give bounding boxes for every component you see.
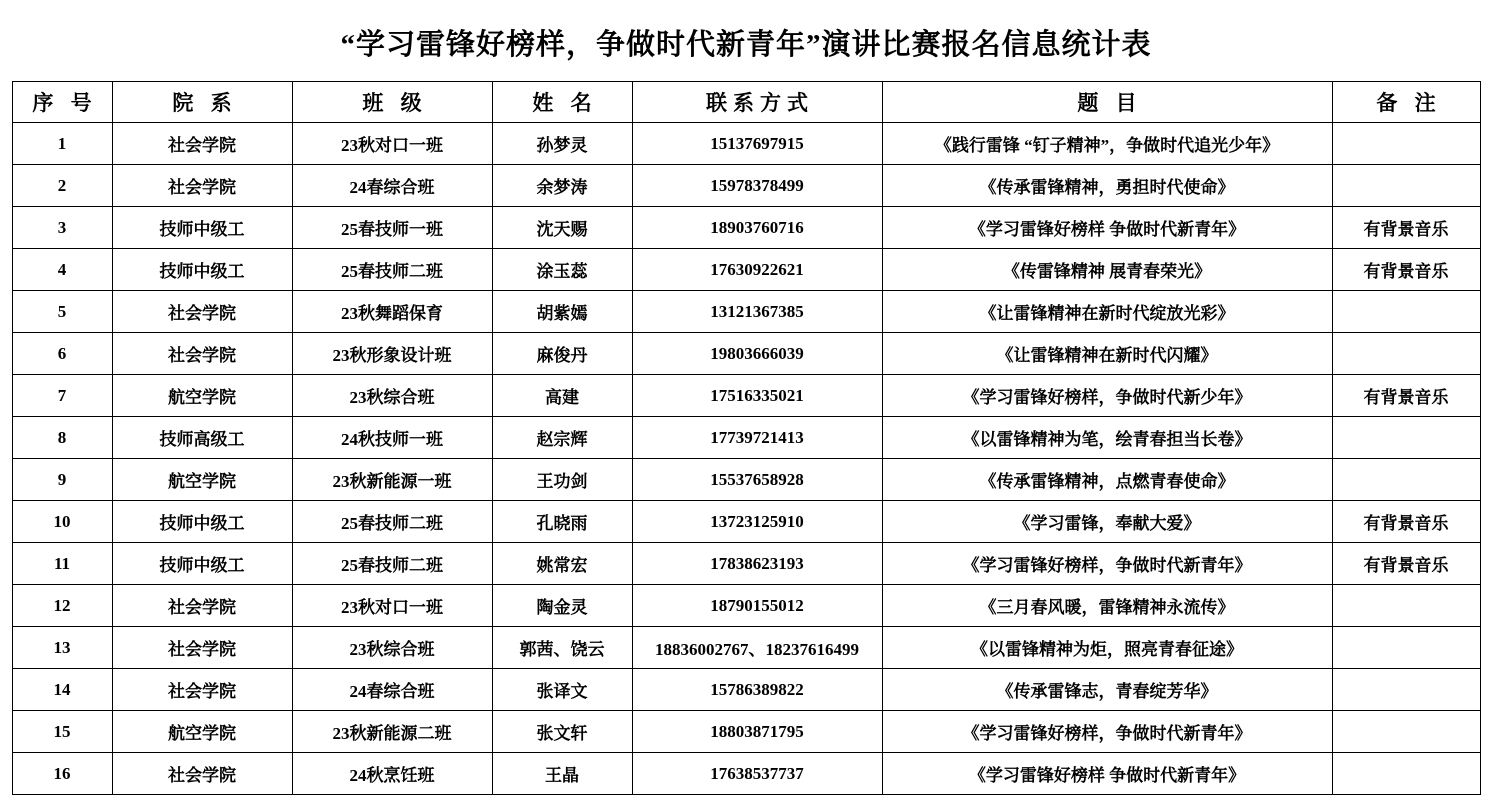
cell-class: 25春技师二班 — [292, 501, 492, 543]
cell-topic: 《学习雷锋好榜样，争做时代新青年》 — [882, 543, 1332, 585]
table-row — [12, 165, 1480, 207]
cell-contact: 13121367385 — [632, 291, 882, 333]
cell-department: 社会学院 — [112, 627, 292, 669]
page-title: “学习雷锋好榜样，争做时代新青年”演讲比赛报名信息统计表 — [340, 29, 1152, 61]
cell-topic: 《传雷锋精神 展青春荣光》 — [882, 249, 1332, 291]
cell-topic: 《学习雷锋好榜样，争做时代新少年》 — [882, 375, 1332, 417]
cell-note — [1332, 291, 1480, 333]
cell-class: 23秋综合班 — [292, 375, 492, 417]
table-row — [12, 543, 1480, 585]
cell-topic: 《传承雷锋精神，勇担时代使命》 — [882, 165, 1332, 207]
cell-index: 7 — [12, 375, 112, 417]
cell-note — [1332, 459, 1480, 501]
cell-name: 张译文 — [492, 669, 632, 711]
cell-note: 有背景音乐 — [1332, 501, 1480, 543]
cell-note — [1332, 753, 1480, 795]
column-header-index: 序 号 — [12, 82, 112, 123]
cell-department: 技师中级工 — [112, 249, 292, 291]
cell-name: 赵宗辉 — [492, 417, 632, 459]
cell-index: 16 — [12, 753, 112, 795]
cell-index: 3 — [12, 207, 112, 249]
cell-contact: 17638537737 — [632, 753, 882, 795]
registration-table — [12, 81, 1481, 795]
column-header-class: 班 级 — [292, 82, 492, 123]
cell-department: 技师中级工 — [112, 207, 292, 249]
cell-topic: 《学习雷锋，奉献大爱》 — [882, 501, 1332, 543]
cell-name: 孙梦灵 — [492, 123, 632, 165]
cell-class: 23秋形象设计班 — [292, 333, 492, 375]
cell-contact: 18803871795 — [632, 711, 882, 753]
table-row — [12, 585, 1480, 627]
table-row — [12, 501, 1480, 543]
cell-note — [1332, 711, 1480, 753]
cell-contact: 19803666039 — [632, 333, 882, 375]
cell-index: 13 — [12, 627, 112, 669]
cell-contact: 18790155012 — [632, 585, 882, 627]
cell-department: 社会学院 — [112, 333, 292, 375]
cell-note — [1332, 123, 1480, 165]
table-body — [12, 123, 1480, 795]
table-row — [12, 375, 1480, 417]
cell-note — [1332, 333, 1480, 375]
column-header-name: 姓 名 — [492, 82, 632, 123]
cell-name: 姚常宏 — [492, 543, 632, 585]
cell-department: 航空学院 — [112, 459, 292, 501]
cell-contact: 18903760716 — [632, 207, 882, 249]
cell-note — [1332, 585, 1480, 627]
cell-note: 有背景音乐 — [1332, 375, 1480, 417]
cell-topic: 《以雷锋精神为炬，照亮青春征途》 — [882, 627, 1332, 669]
cell-note: 有背景音乐 — [1332, 207, 1480, 249]
cell-department: 航空学院 — [112, 711, 292, 753]
cell-department: 航空学院 — [112, 375, 292, 417]
cell-class: 25春技师二班 — [292, 249, 492, 291]
cell-department: 技师中级工 — [112, 543, 292, 585]
cell-department: 社会学院 — [112, 753, 292, 795]
cell-class: 24秋技师一班 — [292, 417, 492, 459]
cell-class: 24春综合班 — [292, 669, 492, 711]
cell-topic: 《传承雷锋志，青春绽芳华》 — [882, 669, 1332, 711]
cell-department: 技师中级工 — [112, 501, 292, 543]
cell-class: 24春综合班 — [292, 165, 492, 207]
cell-contact: 17739721413 — [632, 417, 882, 459]
cell-name: 孔晓雨 — [492, 501, 632, 543]
table-row — [12, 711, 1480, 753]
cell-name: 张文轩 — [492, 711, 632, 753]
cell-note — [1332, 165, 1480, 207]
column-header-topic: 题 目 — [882, 82, 1332, 123]
cell-class: 25春技师一班 — [292, 207, 492, 249]
cell-topic: 《让雷锋精神在新时代绽放光彩》 — [882, 291, 1332, 333]
cell-department: 技师高级工 — [112, 417, 292, 459]
cell-department: 社会学院 — [112, 669, 292, 711]
table-header — [12, 82, 1480, 123]
cell-index: 1 — [12, 123, 112, 165]
table-row — [12, 669, 1480, 711]
cell-index: 14 — [12, 669, 112, 711]
cell-index: 15 — [12, 711, 112, 753]
cell-name: 胡紫嫣 — [492, 291, 632, 333]
cell-class: 23秋新能源一班 — [292, 459, 492, 501]
cell-class: 23秋舞蹈保育 — [292, 291, 492, 333]
cell-topic: 《三月春风暖，雷锋精神永流传》 — [882, 585, 1332, 627]
cell-index: 12 — [12, 585, 112, 627]
cell-index: 2 — [12, 165, 112, 207]
cell-contact: 18836002767、18237616499 — [632, 627, 882, 669]
cell-class: 23秋对口一班 — [292, 123, 492, 165]
cell-department: 社会学院 — [112, 585, 292, 627]
cell-contact: 15786389822 — [632, 669, 882, 711]
table-row — [12, 207, 1480, 249]
cell-index: 4 — [12, 249, 112, 291]
cell-name: 陶金灵 — [492, 585, 632, 627]
cell-topic: 《传承雷锋精神，点燃青春使命》 — [882, 459, 1332, 501]
cell-topic: 《学习雷锋好榜样 争做时代新青年》 — [882, 753, 1332, 795]
cell-note — [1332, 417, 1480, 459]
cell-name: 王晶 — [492, 753, 632, 795]
cell-topic: 《学习雷锋好榜样 争做时代新青年》 — [882, 207, 1332, 249]
table-row — [12, 333, 1480, 375]
cell-class: 24秋烹饪班 — [292, 753, 492, 795]
cell-note: 有背景音乐 — [1332, 543, 1480, 585]
cell-contact: 17630922621 — [632, 249, 882, 291]
cell-contact: 15978378499 — [632, 165, 882, 207]
column-header-contact: 联系方式 — [632, 82, 882, 123]
cell-class: 23秋对口一班 — [292, 585, 492, 627]
cell-topic: 《以雷锋精神为笔，绘青春担当长卷》 — [882, 417, 1332, 459]
column-header-note: 备 注 — [1332, 82, 1480, 123]
cell-contact: 17838623193 — [632, 543, 882, 585]
cell-department: 社会学院 — [112, 123, 292, 165]
cell-note — [1332, 669, 1480, 711]
cell-name: 郭茜、饶云 — [492, 627, 632, 669]
table-row — [12, 417, 1480, 459]
cell-name: 麻俊丹 — [492, 333, 632, 375]
cell-contact: 15137697915 — [632, 123, 882, 165]
cell-index: 6 — [12, 333, 112, 375]
cell-department: 社会学院 — [112, 291, 292, 333]
table-row — [12, 249, 1480, 291]
cell-department: 社会学院 — [112, 165, 292, 207]
cell-index: 10 — [12, 501, 112, 543]
cell-contact: 17516335021 — [632, 375, 882, 417]
table-row — [12, 459, 1480, 501]
table-header-row — [12, 82, 1480, 123]
cell-topic: 《让雷锋精神在新时代闪耀》 — [882, 333, 1332, 375]
cell-index: 5 — [12, 291, 112, 333]
table-row — [12, 123, 1480, 165]
cell-name: 沈天赐 — [492, 207, 632, 249]
cell-name: 余梦涛 — [492, 165, 632, 207]
table-row — [12, 291, 1480, 333]
cell-class: 23秋综合班 — [292, 627, 492, 669]
cell-contact: 13723125910 — [632, 501, 882, 543]
cell-name: 王功剑 — [492, 459, 632, 501]
cell-name: 涂玉蕊 — [492, 249, 632, 291]
column-header-department: 院 系 — [112, 82, 292, 123]
cell-index: 8 — [12, 417, 112, 459]
cell-class: 25春技师二班 — [292, 543, 492, 585]
table-row — [12, 627, 1480, 669]
cell-topic: 《学习雷锋好榜样，争做时代新青年》 — [882, 711, 1332, 753]
cell-note: 有背景音乐 — [1332, 249, 1480, 291]
cell-contact: 15537658928 — [632, 459, 882, 501]
cell-index: 11 — [12, 543, 112, 585]
cell-class: 23秋新能源二班 — [292, 711, 492, 753]
table-row — [12, 753, 1480, 795]
cell-index: 9 — [12, 459, 112, 501]
cell-topic: 《践行雷锋 “钉子精神”，争做时代追光少年》 — [882, 123, 1332, 165]
cell-name: 高建 — [492, 375, 632, 417]
cell-note — [1332, 627, 1480, 669]
